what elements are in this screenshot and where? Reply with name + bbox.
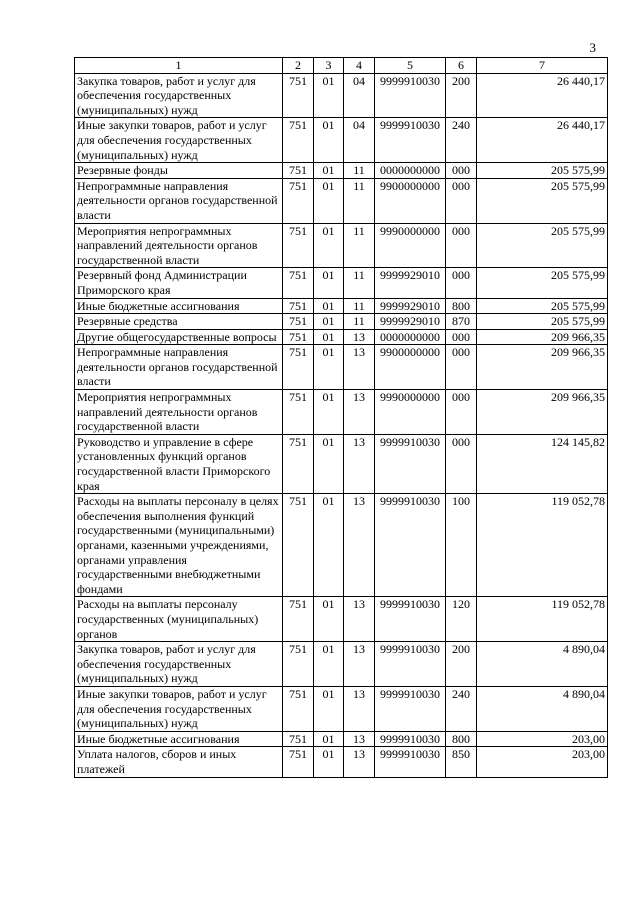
table-row [75,329,608,345]
cell-vr: 100 [446,494,477,597]
cell-pr: 13 [344,747,375,777]
cell-pr: 13 [344,731,375,747]
cell-pr: 11 [344,298,375,314]
cell-name: Иные бюджетные ассигнования [75,731,283,747]
cell-pr: 04 [344,118,375,163]
header-col-4: 4 [344,58,375,74]
cell-rz: 01 [314,118,344,163]
cell-name: Иные закупки товаров, работ и услуг для обеспечения государственных (муниципальных) нужд [75,118,283,163]
cell-pr: 11 [344,223,375,268]
table-row [75,494,608,597]
cell-sum: 119 052,78 [477,494,608,597]
table-row [75,314,608,330]
table-row [75,298,608,314]
cell-pr: 11 [344,314,375,330]
cell-csr: 9999910030 [375,118,446,163]
cell-sum: 4 890,04 [477,642,608,687]
cell-sum: 124 145,82 [477,434,608,493]
cell-sum: 209 966,35 [477,345,608,390]
cell-gr: 751 [283,223,314,268]
cell-vr: 200 [446,642,477,687]
cell-vr: 800 [446,298,477,314]
cell-rz: 01 [314,642,344,687]
cell-name: Закупка товаров, работ и услуг для обеспечения государственных (муниципальных) нужд [75,642,283,687]
cell-sum: 203,00 [477,747,608,777]
header-col-5: 5 [375,58,446,74]
cell-name: Мероприятия непрограммных направлений деятельности органов государственной власти [75,223,283,268]
cell-pr: 11 [344,178,375,223]
cell-name: Расходы на выплаты персоналу в целях обеспечения выполнения функций государственными (муниципальными) органами, казенными учреждениями, органами управления государственными внебюджетными фондами [75,494,283,597]
table-row [75,390,608,435]
budget-table-body [75,58,608,778]
cell-rz: 01 [314,178,344,223]
cell-rz: 01 [314,597,344,642]
table-row [75,223,608,268]
cell-csr: 9999910030 [375,494,446,597]
cell-gr: 751 [283,73,314,118]
cell-vr: 800 [446,731,477,747]
cell-name: Уплата налогов, сборов и иных платежей [75,747,283,777]
cell-csr: 9999910030 [375,434,446,493]
cell-sum: 203,00 [477,731,608,747]
cell-csr: 9900000000 [375,345,446,390]
table-row [75,686,608,731]
cell-csr: 0000000000 [375,163,446,179]
header-col-1: 1 [75,58,283,74]
cell-csr: 9999910030 [375,642,446,687]
cell-csr: 0000000000 [375,329,446,345]
cell-gr: 751 [283,731,314,747]
table-row [75,118,608,163]
cell-name: Непрограммные направления деятельности органов государственной власти [75,178,283,223]
cell-pr: 13 [344,434,375,493]
header-col-3: 3 [314,58,344,74]
table-row [75,434,608,493]
cell-rz: 01 [314,298,344,314]
cell-gr: 751 [283,494,314,597]
cell-vr: 870 [446,314,477,330]
cell-sum: 26 440,17 [477,73,608,118]
cell-vr: 000 [446,329,477,345]
cell-rz: 01 [314,268,344,298]
cell-gr: 751 [283,642,314,687]
cell-gr: 751 [283,298,314,314]
cell-pr: 13 [344,329,375,345]
cell-pr: 13 [344,642,375,687]
cell-name: Непрограммные направления деятельности органов государственной власти [75,345,283,390]
cell-gr: 751 [283,747,314,777]
cell-vr: 240 [446,118,477,163]
cell-sum: 205 575,99 [477,268,608,298]
cell-rz: 01 [314,163,344,179]
cell-sum: 209 966,35 [477,329,608,345]
cell-vr: 000 [446,223,477,268]
cell-rz: 01 [314,747,344,777]
cell-pr: 04 [344,73,375,118]
cell-gr: 751 [283,268,314,298]
cell-name: Иные бюджетные ассигнования [75,298,283,314]
cell-rz: 01 [314,494,344,597]
cell-csr: 9990000000 [375,223,446,268]
cell-name: Резервные средства [75,314,283,330]
cell-csr: 9999910030 [375,686,446,731]
cell-gr: 751 [283,597,314,642]
cell-vr: 120 [446,597,477,642]
cell-vr: 000 [446,178,477,223]
cell-name: Руководство и управление в сфере установленных функций органов государственной власти Приморского края [75,434,283,493]
cell-pr: 11 [344,268,375,298]
table-row [75,178,608,223]
cell-pr: 13 [344,597,375,642]
table-row [75,345,608,390]
cell-name: Закупка товаров, работ и услуг для обеспечения государственных (муниципальных) нужд [75,73,283,118]
cell-rz: 01 [314,390,344,435]
cell-sum: 4 890,04 [477,686,608,731]
cell-pr: 13 [344,686,375,731]
table-row [75,268,608,298]
cell-csr: 9900000000 [375,178,446,223]
cell-gr: 751 [283,178,314,223]
cell-name: Иные закупки товаров, работ и услуг для обеспечения государственных (муниципальных) нужд [75,686,283,731]
cell-gr: 751 [283,345,314,390]
cell-name: Мероприятия непрограммных направлений деятельности органов государственной власти [75,390,283,435]
cell-csr: 9999929010 [375,268,446,298]
table-row [75,163,608,179]
cell-rz: 01 [314,434,344,493]
cell-rz: 01 [314,73,344,118]
cell-gr: 751 [283,329,314,345]
cell-name: Расходы на выплаты персоналу государственных (муниципальных) органов [75,597,283,642]
cell-csr: 9999910030 [375,73,446,118]
header-col-6: 6 [446,58,477,74]
cell-csr: 9990000000 [375,390,446,435]
cell-pr: 13 [344,494,375,597]
cell-gr: 751 [283,314,314,330]
header-col-2: 2 [283,58,314,74]
cell-rz: 01 [314,223,344,268]
cell-gr: 751 [283,686,314,731]
cell-pr: 13 [344,390,375,435]
cell-name: Резервный фонд Администрации Приморского края [75,268,283,298]
table-row [75,642,608,687]
cell-gr: 751 [283,118,314,163]
cell-vr: 000 [446,268,477,298]
cell-sum: 205 575,99 [477,223,608,268]
cell-gr: 751 [283,163,314,179]
cell-sum: 26 440,17 [477,118,608,163]
cell-vr: 240 [446,686,477,731]
cell-pr: 13 [344,345,375,390]
cell-vr: 000 [446,345,477,390]
header-col-7: 7 [477,58,608,74]
cell-csr: 9999929010 [375,314,446,330]
budget-table [74,57,608,778]
table-row [75,747,608,777]
cell-csr: 9999929010 [375,298,446,314]
table-header-row [75,58,608,74]
cell-rz: 01 [314,731,344,747]
cell-sum: 205 575,99 [477,178,608,223]
cell-rz: 01 [314,686,344,731]
cell-vr: 000 [446,434,477,493]
cell-vr: 000 [446,163,477,179]
cell-csr: 9999910030 [375,731,446,747]
cell-name: Резервные фонды [75,163,283,179]
page-number: 3 [589,40,596,55]
cell-sum: 205 575,99 [477,314,608,330]
cell-sum: 209 966,35 [477,390,608,435]
cell-name: Другие общегосударственные вопросы [75,329,283,345]
cell-gr: 751 [283,434,314,493]
cell-sum: 119 052,78 [477,597,608,642]
table-row [75,597,608,642]
table-row [75,73,608,118]
cell-vr: 000 [446,390,477,435]
cell-vr: 850 [446,747,477,777]
cell-pr: 11 [344,163,375,179]
cell-rz: 01 [314,345,344,390]
cell-csr: 9999910030 [375,597,446,642]
cell-vr: 200 [446,73,477,118]
cell-sum: 205 575,99 [477,163,608,179]
cell-rz: 01 [314,329,344,345]
cell-sum: 205 575,99 [477,298,608,314]
table-row [75,731,608,747]
cell-rz: 01 [314,314,344,330]
cell-csr: 9999910030 [375,747,446,777]
cell-gr: 751 [283,390,314,435]
